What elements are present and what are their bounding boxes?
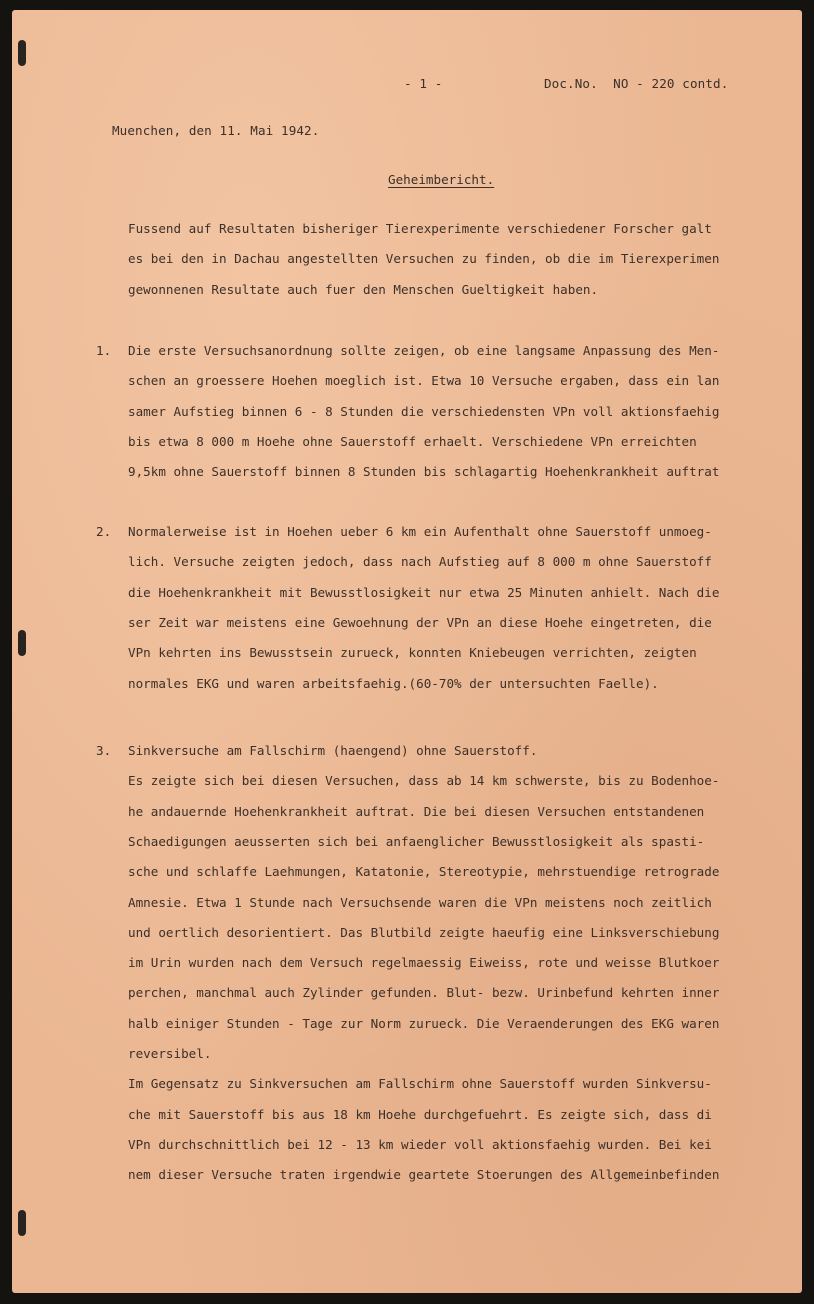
section-line: sche und schlaffe Laehmungen, Katatonie, Stereotypie, mehrstuendige retrograde: [128, 864, 720, 880]
section-line: nem dieser Versuche traten irgendwie geartete Stoerungen des Allgemeinbefinden: [128, 1167, 720, 1183]
section-line: reversibel.: [128, 1046, 212, 1061]
section-line: Normalerweise ist in Hoehen ueber 6 km ein Aufenthalt ohne Sauerstoff unmoeg-: [128, 524, 712, 539]
punch-hole: [18, 40, 26, 66]
section-line: perchen, manchmal auch Zylinder gefunden. Blut- bezw. Urinbefund kehrten inner: [128, 985, 720, 1001]
punch-hole: [18, 630, 26, 656]
section-line: VPn durchschnittlich bei 12 - 13 km wieder voll aktionsfaehig wurden. Bei kei: [128, 1136, 712, 1152]
section-line: Amnesie. Etwa 1 Stunde nach Versuchsende waren die VPn meistens noch zeitlich: [128, 894, 712, 910]
section-line: Es zeigte sich bei diesen Versuchen, dass ab 14 km schwerste, bis zu Bodenhoe-: [128, 773, 720, 789]
section-line: bis etwa 8 000 m Hoehe ohne Sauerstoff erhaelt. Verschiedene VPn erreichten: [128, 433, 697, 449]
section-line: halb einiger Stunden - Tage zur Norm zurueck. Die Veraenderungen des EKG waren: [128, 1015, 720, 1031]
intro-line: gewonnenen Resultate auch fuer den Menschen Gueltigkeit haben.: [128, 281, 599, 297]
section-line: ser Zeit war meistens eine Gewoehnung der VPn an diese Hoehe eingetreten, die: [128, 614, 712, 630]
section-line: Die erste Versuchsanordnung sollte zeigen, ob eine langsame Anpassung des Men-: [128, 343, 720, 358]
section-line: und oertlich desorientiert. Das Blutbild zeigte haeufig eine Linksverschiebung: [128, 924, 720, 940]
section-line: he andauernde Hoehenkrankheit auftrat. Die bei diesen Versuchen entstandenen: [128, 803, 705, 819]
document-reference: Doc.No. NO - 220 contd.: [544, 76, 729, 91]
section-number: 2.: [96, 524, 112, 539]
punch-hole: [18, 1210, 26, 1236]
section-line: normales EKG und waren arbeitsfaehig.(60-70% der untersuchten Faelle).: [128, 675, 659, 691]
section-number: 1.: [96, 343, 112, 358]
place-date: Muenchen, den 11. Mai 1942.: [112, 123, 320, 138]
section-line: Schaedigungen aeusserten sich bei anfaenglicher Bewusstlosigkeit als spasti-: [128, 833, 705, 849]
section-line: VPn kehrten ins Bewusstsein zurueck, konnten Kniebeugen verrichten, zeigten: [128, 645, 697, 661]
section-line: Im Gegensatz zu Sinkversuchen am Fallschirm ohne Sauerstoff wurden Sinkversu-: [128, 1076, 712, 1092]
section-number: 3.: [96, 743, 112, 758]
section-line: samer Aufstieg binnen 6 - 8 Stunden die verschiedensten VPn voll aktionsfaehig: [128, 403, 720, 419]
document-page: [12, 10, 802, 1293]
section-line: lich. Versuche zeigten jedoch, dass nach Aufstieg auf 8 000 m ohne Sauerstoff: [128, 554, 712, 570]
section-line: 9,5km ohne Sauerstoff binnen 8 Stunden bis schlagartig Hoehenkrankheit auftrat: [128, 464, 720, 480]
intro-line: es bei den in Dachau angestellten Versuchen zu finden, ob die im Tierexperimen: [128, 251, 720, 267]
section-line: schen an groessere Hoehen moeglich ist. Etwa 10 Versuche ergaben, dass ein lan: [128, 373, 720, 389]
section-line: che mit Sauerstoff bis aus 18 km Hoehe durchgefuehrt. Es zeigte sich, dass di: [128, 1106, 712, 1122]
section-line: Sinkversuche am Fallschirm (haengend) ohne Sauerstoff.: [128, 743, 538, 758]
section-line: die Hoehenkrankheit mit Bewusstlosigkeit nur etwa 25 Minuten anhielt. Nach die: [128, 584, 720, 600]
intro-line: Fussend auf Resultaten bisheriger Tierexperimente verschiedener Forscher galt: [128, 221, 712, 236]
section-line: im Urin wurden nach dem Versuch regelmaessig Eiweiss, rote und weisse Blutkoer: [128, 955, 720, 971]
page-number: - 1 -: [404, 76, 443, 91]
document-title: Geheimbericht.: [388, 172, 495, 187]
